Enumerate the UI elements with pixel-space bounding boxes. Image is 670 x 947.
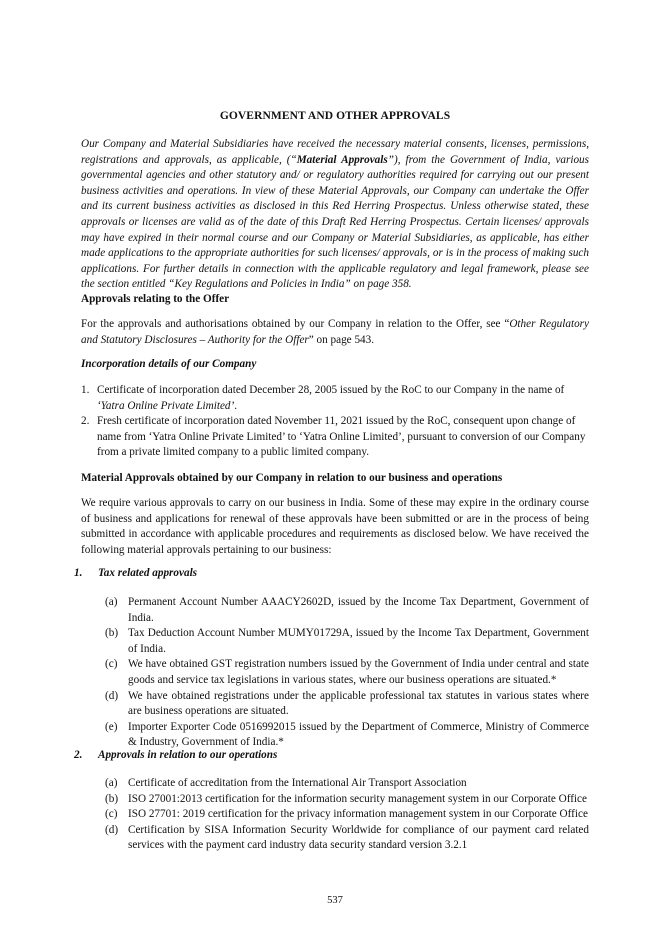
page-title: GOVERNMENT AND OTHER APPROVALS [219, 110, 451, 122]
list-text: Fresh certificate of incorporation dated November 11, 2021 issued by the RoC, consequent upon change of name from ‘Yatra Online Private Limited’ to ‘Yatra Online Limited’, pursuant to conversion of our Company from a private limited company to a public limited company. [97, 415, 586, 459]
item-text: Certification by SISA Information Security Worldwide for compliance of our payment card related services with the payment card industry data security standard version 3.2.1 [128, 823, 589, 852]
intro-paragraph [81, 137, 589, 293]
list-tail: . [234, 399, 238, 412]
offer-paragraph [81, 317, 589, 348]
operations-approvals-list [105, 776, 589, 854]
list-item [105, 776, 589, 792]
item-text: We have obtained GST registration numbers issued by the Government of India under central and state goods and service tax legislations in various states, where our business operations are situated.* [128, 658, 589, 686]
list-text: Certificate of incorporation dated December 28, 2005 issued by the RoC to our Company in the name of [97, 384, 565, 396]
item-text: Permanent Account Number AAACY2602D, issued by the Income Tax Department, Government of India. [128, 596, 589, 624]
page-number: 537 [327, 895, 343, 906]
list-number: 2. [81, 415, 90, 428]
intro-text-part2: ”), from the Government of India, various governmental agencies and other statutory and/ or regulatory authorities required for carrying out our present business activities and operations. In view of these Material Approvals, our Company can undertake the Offer and its current business activities as disclosed in this Red Herring Prospectus. Unless otherwise stated, these approvals or licenses are valid as of the date of this Draft Red Herring Prospectus. Certain licenses/ approvals may have expired in their normal course and our Company or Material Subsidiaries, as applicable, has either made applications to the appropriate authorities for such licenses/ approvals, or is in the process of making such applications. For further details in connection with the applicable regulatory and legal framework, please see the section entitled “Key Regulations and Policies in India” on page 358. [81, 153, 590, 291]
list-italic-name: ‘Yatra Online Private Limited’ [97, 399, 235, 412]
item-label: (b) [105, 792, 119, 805]
list-item [105, 626, 589, 657]
offer-reference: Other Regulatory and Statutory Disclosures – Authority for the Offer [81, 318, 590, 346]
item-text: Importer Exporter Code 0516992015 issued by the Department of Commerce, Ministry of Commerce & Industry, Government of India.* [128, 720, 589, 749]
item-text: ISO 27001:2013 certification for the information security management system in our Corporate Office [128, 792, 587, 805]
item-label: (a) [105, 777, 118, 789]
list-item [105, 720, 589, 751]
offer-text-before: For the approvals and authorisations obtained by our Company in relation to the Offer, see “ [81, 318, 510, 330]
item-label: (b) [105, 627, 119, 640]
offer-heading: Approvals relating to the Offer [81, 293, 230, 305]
incorporation-heading: Incorporation details of our Company [81, 358, 257, 370]
material-approvals-paragraph: We require various approvals to carry on our business in India. Some of these may expire in the ordinary course of business and applications for renewal of these approvals have been submitted or are in the process of being submitted in accordance with applicable procedures and requirements as disclosed below. We have received the following material approvals pertaining to our business: [81, 497, 589, 556]
item-label: (c) [105, 658, 118, 671]
item-label: (d) [105, 823, 119, 836]
intro-text-part1: Our Company and Material Subsidiaries have received the necessary material consents, licenses, permissions, registrations and approvals, as applicable, (“ [81, 138, 589, 166]
item-label: (c) [105, 808, 118, 821]
list-item [81, 383, 589, 414]
list-item [105, 657, 589, 688]
item-text: We have obtained registrations under the applicable professional tax statutes in various states where are business operations are situated. [128, 689, 589, 718]
item-label: (d) [105, 689, 119, 702]
offer-text-after: ” on page 543. [308, 333, 375, 346]
list-item [105, 689, 589, 720]
intro-bold-term: Material Approvals [296, 153, 388, 166]
item-text: ISO 27701: 2019 certification for the privacy information management system in our Corporate Office [128, 808, 588, 821]
section-title: Approvals in relation to our operations [98, 749, 278, 761]
section-number: 1. [74, 567, 83, 579]
section-title: Tax related approvals [98, 567, 198, 579]
tax-approvals-list [105, 595, 589, 751]
list-item [105, 792, 589, 808]
list-number: 1. [81, 384, 90, 396]
incorporation-list [81, 383, 589, 461]
list-item [81, 414, 589, 461]
item-label: (a) [105, 596, 118, 608]
item-text: Certificate of accreditation from the International Air Transport Association [128, 777, 467, 789]
section-number: 2. [74, 749, 83, 761]
list-item [105, 807, 589, 823]
material-approvals-heading: Material Approvals obtained by our Company in relation to our business and operations [81, 472, 503, 484]
item-text: Tax Deduction Account Number MUMY01729A, issued by the Income Tax Department, Government of India. [128, 627, 589, 655]
list-item [105, 595, 589, 626]
list-item [105, 823, 589, 854]
item-label: (e) [105, 720, 118, 733]
